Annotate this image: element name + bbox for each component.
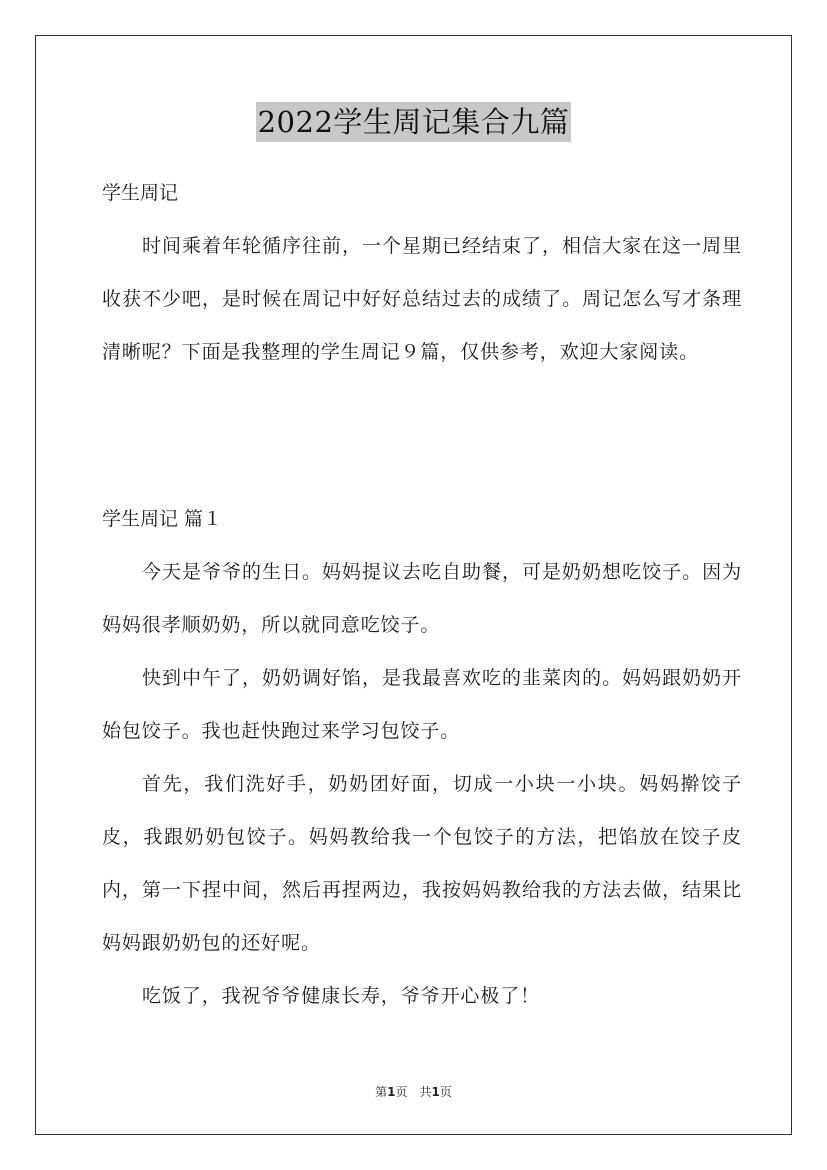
section-heading: 学生周记 篇１ (102, 508, 223, 530)
intro-paragraph: 时间乘着年轮循序往前，一个星期已经结束了，相信大家在这一周里收获不少吧，是时候在周记中好好总结过去的成绩了。周记怎么写才条理清晰呢？下面是我整理的学生周记９篇，仅供参考，欢迎大家阅读。 (102, 235, 742, 363)
page-footer (0, 1083, 827, 1100)
footer-prefix: 第 (375, 1085, 388, 1099)
body-paragraph-4: 吃饭了，我祝爷爷健康长寿，爷爷开心极了！ (142, 985, 541, 1007)
body-paragraph-2: 快到中午了，奶奶调好馅，是我最喜欢吃的韭菜肉的。妈妈跟奶奶开始包饺子。我也赶快跑过来学习包饺子。 (102, 667, 742, 742)
footer-current-page: 1 (387, 1085, 396, 1099)
body-paragraph-1: 今天是爷爷的生日。妈妈提议去吃自助餐，可是奶奶想吃饺子。因为妈妈很孝顺奶奶，所以就同意吃饺子。 (102, 561, 742, 636)
intro-heading: 学生周记 (102, 182, 179, 204)
title-container (0, 102, 827, 142)
footer-total-pages: 1 (431, 1085, 440, 1099)
footer-mid: 页 共 (395, 1085, 432, 1099)
document-title: 2022学生周记集合九篇 (256, 102, 572, 142)
footer-suffix: 页 (439, 1085, 452, 1099)
body-paragraph-3: 首先，我们洗好手，奶奶团好面，切成一小块一小块。妈妈擀饺子皮，我跟奶奶包饺子。妈妈教给我一个包饺子的方法，把馅放在饺子皮内，第一下捏中间，然后再捏两边，我按妈妈教给我的方法去做，结果比妈妈跟奶奶包的还好呢。 (102, 773, 742, 954)
